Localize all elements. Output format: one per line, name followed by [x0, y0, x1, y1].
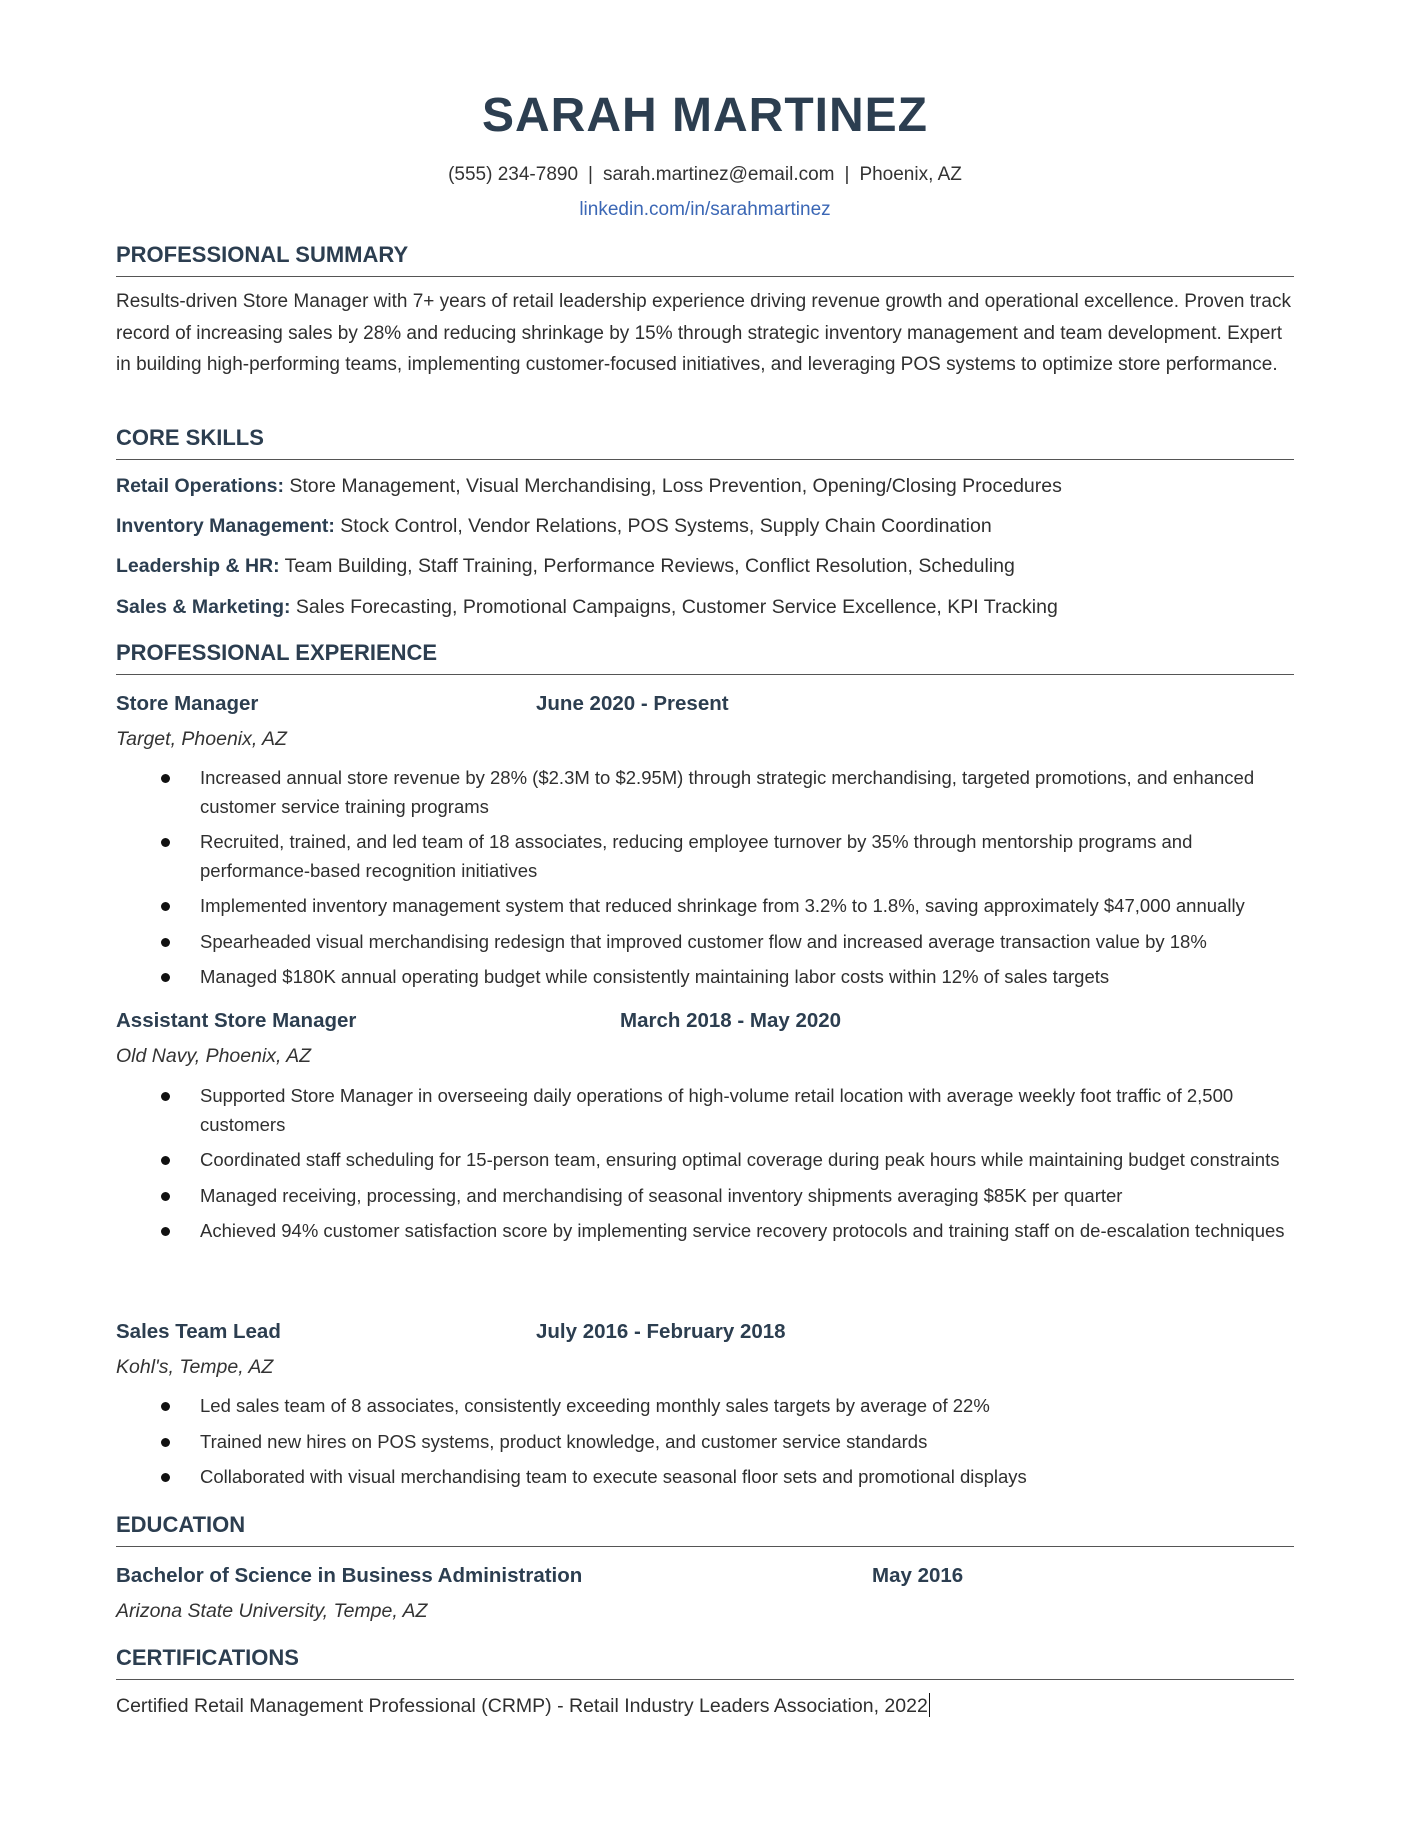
phone-number: (555) 234-7890 [448, 164, 579, 185]
separator: | [844, 164, 850, 185]
list-item: Collaborated with visual merchandising team to execute seasonal floor sets and promotional displays [116, 1463, 1294, 1492]
bullet-icon [161, 1227, 170, 1236]
job-bullets [116, 1392, 1294, 1492]
job-dates: June 2020 - Present [536, 692, 729, 715]
skill-row [116, 593, 1294, 621]
job-dates: March 2018 - May 2020 [620, 1009, 842, 1032]
certification-item[interactable] [116, 1692, 1294, 1720]
bullet-icon [161, 973, 170, 982]
skill-value: Team Building, Staff Training, Performance Reviews, Conflict Resolution, Scheduling [279, 555, 1015, 577]
section-title-education: EDUCATION [116, 1510, 1294, 1547]
list-item: Trained new hires on POS systems, product knowledge, and customer service standards [116, 1428, 1294, 1457]
skill-value: Sales Forecasting, Promotional Campaigns, Customer Service Excellence, KPI Tracking [290, 596, 1058, 618]
section-title-certifications: CERTIFICATIONS [116, 1643, 1294, 1680]
skill-label: Leadership & HR: [116, 555, 280, 577]
bullet-icon [161, 902, 170, 911]
text-cursor [929, 1693, 931, 1717]
summary-text: Results-driven Store Manager with 7+ years of retail leadership experience driving revenue growth and operational excellence. Proven track record of increasing sales by 28% and reducing shrinkage by 15% through strategic inventory management and team development. Expert in building high-performing teams, implementing customer-focused initiatives, and leveraging POS systems to optimize store performance. [116, 291, 1291, 375]
section-title-skills: CORE SKILLS [116, 423, 1294, 460]
job-title: Store Manager [116, 692, 259, 715]
location: Phoenix, AZ [859, 164, 962, 185]
job-company: Kohl's, Tempe, AZ [116, 1356, 274, 1378]
section-title-experience: PROFESSIONAL EXPERIENCE [116, 638, 1294, 675]
bullet-icon [161, 1438, 170, 1447]
skill-label: Retail Operations: [116, 475, 284, 497]
bullet-icon [161, 1402, 170, 1411]
section-title-summary: PROFESSIONAL SUMMARY [116, 240, 1294, 277]
skill-label: Inventory Management: [116, 515, 335, 537]
job-bullets [116, 764, 1294, 992]
skill-label: Sales & Marketing: [116, 596, 291, 618]
bullet-icon [161, 838, 170, 847]
job-title: Assistant Store Manager [116, 1009, 357, 1032]
certification-text: Certified Retail Management Professional (CRMP) - Retail Industry Leaders Association, 2022 [116, 1695, 928, 1717]
job-title: Sales Team Lead [116, 1320, 281, 1343]
email-address: sarah.martinez@email.com [602, 164, 835, 185]
list-item: Managed receiving, processing, and merchandising of seasonal inventory shipments averaging $85K per quarter [116, 1182, 1294, 1211]
list-item: Achieved 94% customer satisfaction score by implementing service recovery protocols and training staff on de-escalation techniques [116, 1217, 1294, 1246]
list-item: Coordinated staff scheduling for 15-person team, ensuring optimal coverage during peak hours while maintaining budget constraints [116, 1146, 1294, 1175]
job-bullets [116, 1082, 1294, 1246]
list-item: Supported Store Manager in overseeing daily operations of high-volume retail location with average weekly foot traffic of 2,500 customers [116, 1082, 1294, 1139]
bullet-icon [161, 1156, 170, 1165]
job-dates: July 2016 - February 2018 [536, 1320, 786, 1343]
separator: | [588, 164, 593, 185]
contact-line [116, 162, 1294, 188]
candidate-name: SARAH MARTINEZ [482, 89, 928, 142]
bullet-icon [161, 1092, 170, 1101]
bullet-icon [161, 774, 170, 783]
list-item: Increased annual store revenue by 28% ($2.3M to $2.95M) through strategic merchandising, targeted promotions, and enhanced customer service training programs [116, 764, 1294, 821]
school-name: Arizona State University, Tempe, AZ [116, 1600, 428, 1622]
list-item: Recruited, trained, and led team of 18 associates, reducing employee turnover by 35% through mentorship programs and performance-based recognition initiatives [116, 828, 1294, 885]
bullet-icon [161, 1192, 170, 1201]
bullet-icon [161, 938, 170, 947]
skill-row [116, 512, 1294, 540]
list-item: Spearheaded visual merchandising redesign that improved customer flow and increased average transaction value by 18% [116, 928, 1294, 957]
skill-value: Stock Control, Vendor Relations, POS Systems, Supply Chain Coordination [334, 515, 992, 537]
skill-row [116, 472, 1294, 500]
skill-value: Store Management, Visual Merchandising, Loss Prevention, Opening/Closing Procedures [283, 475, 1062, 497]
job-company: Target, Phoenix, AZ [116, 728, 287, 750]
list-item: Implemented inventory management system that reduced shrinkage from 3.2% to 1.8%, saving approximately $47,000 annually [116, 892, 1294, 921]
bullet-icon [161, 1473, 170, 1482]
degree-title: Bachelor of Science in Business Administration [116, 1564, 583, 1587]
linkedin-link[interactable]: linkedin.com/in/sarahmartinez [579, 199, 831, 220]
skill-row [116, 552, 1294, 580]
job-company: Old Navy, Phoenix, AZ [116, 1045, 312, 1067]
list-item: Led sales team of 8 associates, consistently exceeding monthly sales targets by average of 22% [116, 1392, 1294, 1421]
list-item: Managed $180K annual operating budget while consistently maintaining labor costs within 12% of sales targets [116, 963, 1294, 992]
degree-date: May 2016 [872, 1564, 964, 1587]
